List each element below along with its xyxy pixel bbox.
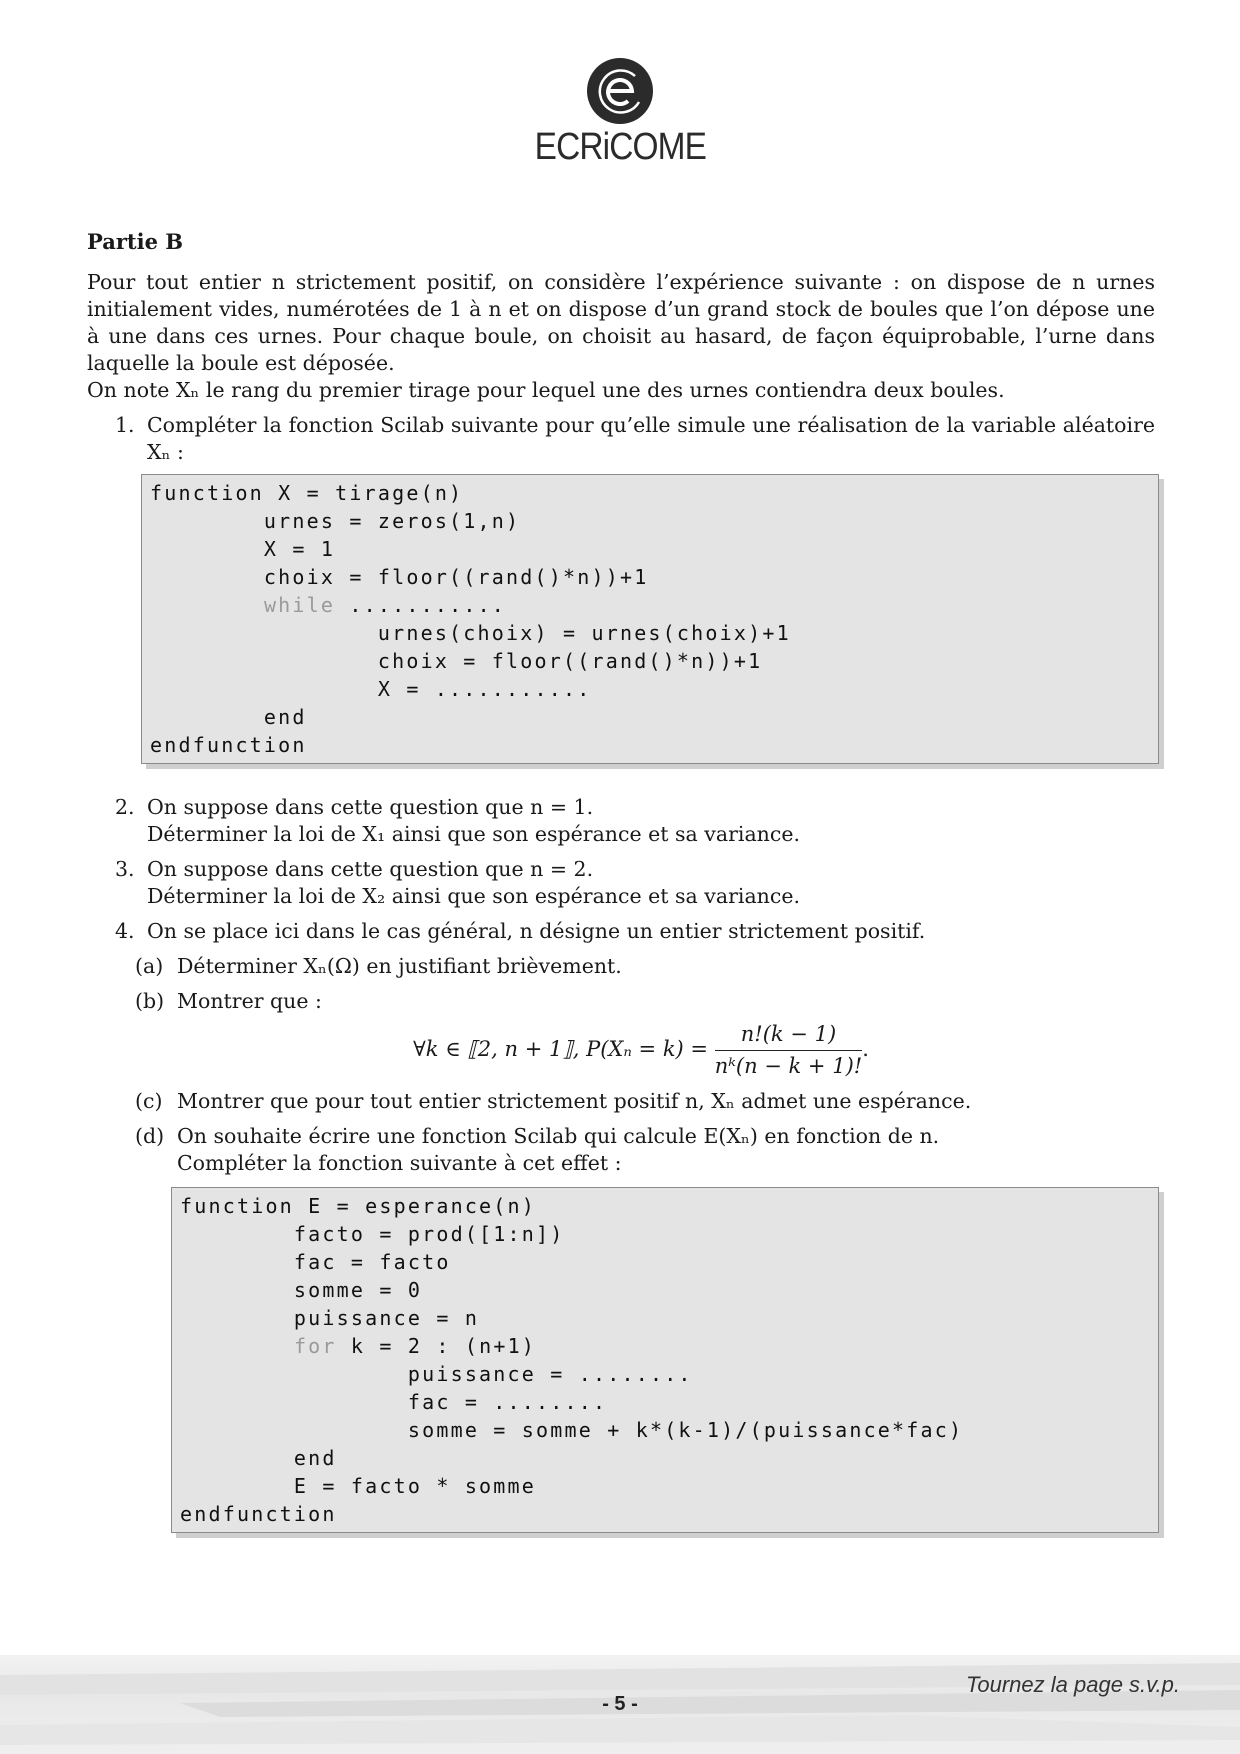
subquestion-text: Compléter la fonction suivante à cet effet :	[177, 1151, 622, 1175]
code-block-tirage	[141, 474, 1159, 764]
code-line: function E = esperance(n)	[180, 1194, 537, 1218]
subquestion-label: (b)	[135, 989, 165, 1013]
subquestion-text: On souhaite écrire une fonction Scilab qui calcule E(Xₙ) en fonction de n.	[177, 1124, 940, 1148]
code-keyword-while: while	[263, 593, 336, 617]
code-line: endfunction	[180, 1502, 337, 1526]
question-3	[87, 856, 1155, 910]
question-4d	[87, 1123, 1155, 1177]
code-line: urnes = zeros(1,n)	[150, 509, 521, 533]
ecricome-logo	[0, 58, 1240, 169]
document-body	[87, 228, 1155, 1533]
subquestion-text: Montrer que :	[177, 989, 322, 1013]
code-line: function X = tirage(n)	[150, 481, 464, 505]
code-line: end	[150, 705, 307, 729]
question-text: On suppose dans cette question que n = 2.	[147, 857, 594, 881]
question-4b	[87, 988, 1155, 1015]
subquestion-label: (a)	[135, 954, 164, 978]
code-line: urnes(choix) = urnes(choix)+1	[150, 621, 791, 645]
question-text: On se place ici dans le cas général, n désigne un entier strictement positif.	[147, 919, 926, 943]
question-1	[87, 412, 1155, 466]
code-keyword-for: for	[293, 1334, 337, 1358]
code-line: fac = facto	[180, 1250, 451, 1274]
intro	[87, 269, 1155, 404]
subquestion-label: (c)	[135, 1089, 163, 1113]
code-line: puissance = n	[180, 1306, 480, 1330]
turn-page-note: Tournez la page s.v.p.	[965, 1672, 1180, 1697]
question-text: Compléter la fonction Scilab suivante pour qu’elle simule une réalisation de la variable aléatoire Xₙ :	[147, 413, 1155, 464]
code-line: ...........	[335, 593, 507, 617]
question-text: Déterminer la loi de X₁ ainsi que son espérance et sa variance.	[147, 822, 800, 846]
code-line: choix = floor((rand()*n))+1	[150, 649, 763, 673]
subquestion-text: Déterminer Xₙ(Ω) en justifiant brièvement.	[177, 954, 622, 978]
brand-name: ECRiCOME	[534, 126, 706, 168]
code-line: end	[180, 1446, 337, 1470]
formula-left: ∀k ∈ ⟦2, n + 1⟧, P(Xₙ = k) =	[413, 1037, 715, 1061]
intro-definition: On note Xₙ le rang du premier tirage pour lequel une des urnes contiendra deux boules.	[87, 378, 1005, 402]
formula-end: .	[862, 1037, 869, 1061]
code-line: k = 2 : (n+1)	[336, 1334, 537, 1358]
code-line: fac = ........	[180, 1390, 608, 1414]
question-number: 3.	[115, 857, 135, 881]
code-line: choix = floor((rand()*n))+1	[150, 565, 649, 589]
question-text: On suppose dans cette question que n = 1.	[147, 795, 594, 819]
intro-paragraph: Pour tout entier n strictement positif, on considère l’expérience suivante : on dispose de n urnes initialement vides, numérotées de 1 à n et on dispose d’un grand stock de boules que l’on dépose une à une dans ces urnes. Pour chaque boule, on choisit au hasard, de façon équiprobable, l’urne dans laquelle la boule est déposée.	[87, 270, 1155, 375]
section-title: Partie B	[87, 229, 183, 254]
code-line: puissance = ........	[180, 1362, 693, 1386]
code-line: somme = 0	[180, 1278, 423, 1302]
subquestion-text: Montrer que pour tout entier strictement positif n, Xₙ admet une espérance.	[177, 1089, 972, 1113]
question-4c	[87, 1088, 1155, 1115]
code-block-esperance	[171, 1187, 1159, 1533]
probability-formula	[127, 1021, 1155, 1080]
code-line: X = 1	[150, 537, 336, 561]
question-2	[87, 794, 1155, 848]
formula-fraction	[715, 1021, 863, 1080]
formula-numerator: n!(k − 1)	[715, 1021, 863, 1051]
code-indent	[150, 593, 264, 617]
logo-e-icon	[587, 58, 653, 124]
formula-denominator: nᵏ(n − k + 1)!	[714, 1054, 863, 1078]
question-4	[87, 918, 1155, 945]
question-number: 4.	[115, 919, 135, 943]
code-line: X = ...........	[150, 677, 592, 701]
page-number: - 5 -	[602, 1693, 638, 1715]
code-line: somme = somme + k*(k-1)/(puissance*fac)	[180, 1418, 964, 1442]
question-number: 1.	[115, 413, 135, 437]
question-number: 2.	[115, 795, 135, 819]
question-text: Déterminer la loi de X₂ ainsi que son espérance et sa variance.	[147, 884, 800, 908]
code-line: facto = prod([1:n])	[180, 1222, 565, 1246]
code-indent	[180, 1334, 294, 1358]
question-4a	[87, 953, 1155, 980]
code-line: endfunction	[150, 733, 307, 757]
code-line: E = facto * somme	[180, 1474, 537, 1498]
subquestion-label: (d)	[135, 1124, 165, 1148]
